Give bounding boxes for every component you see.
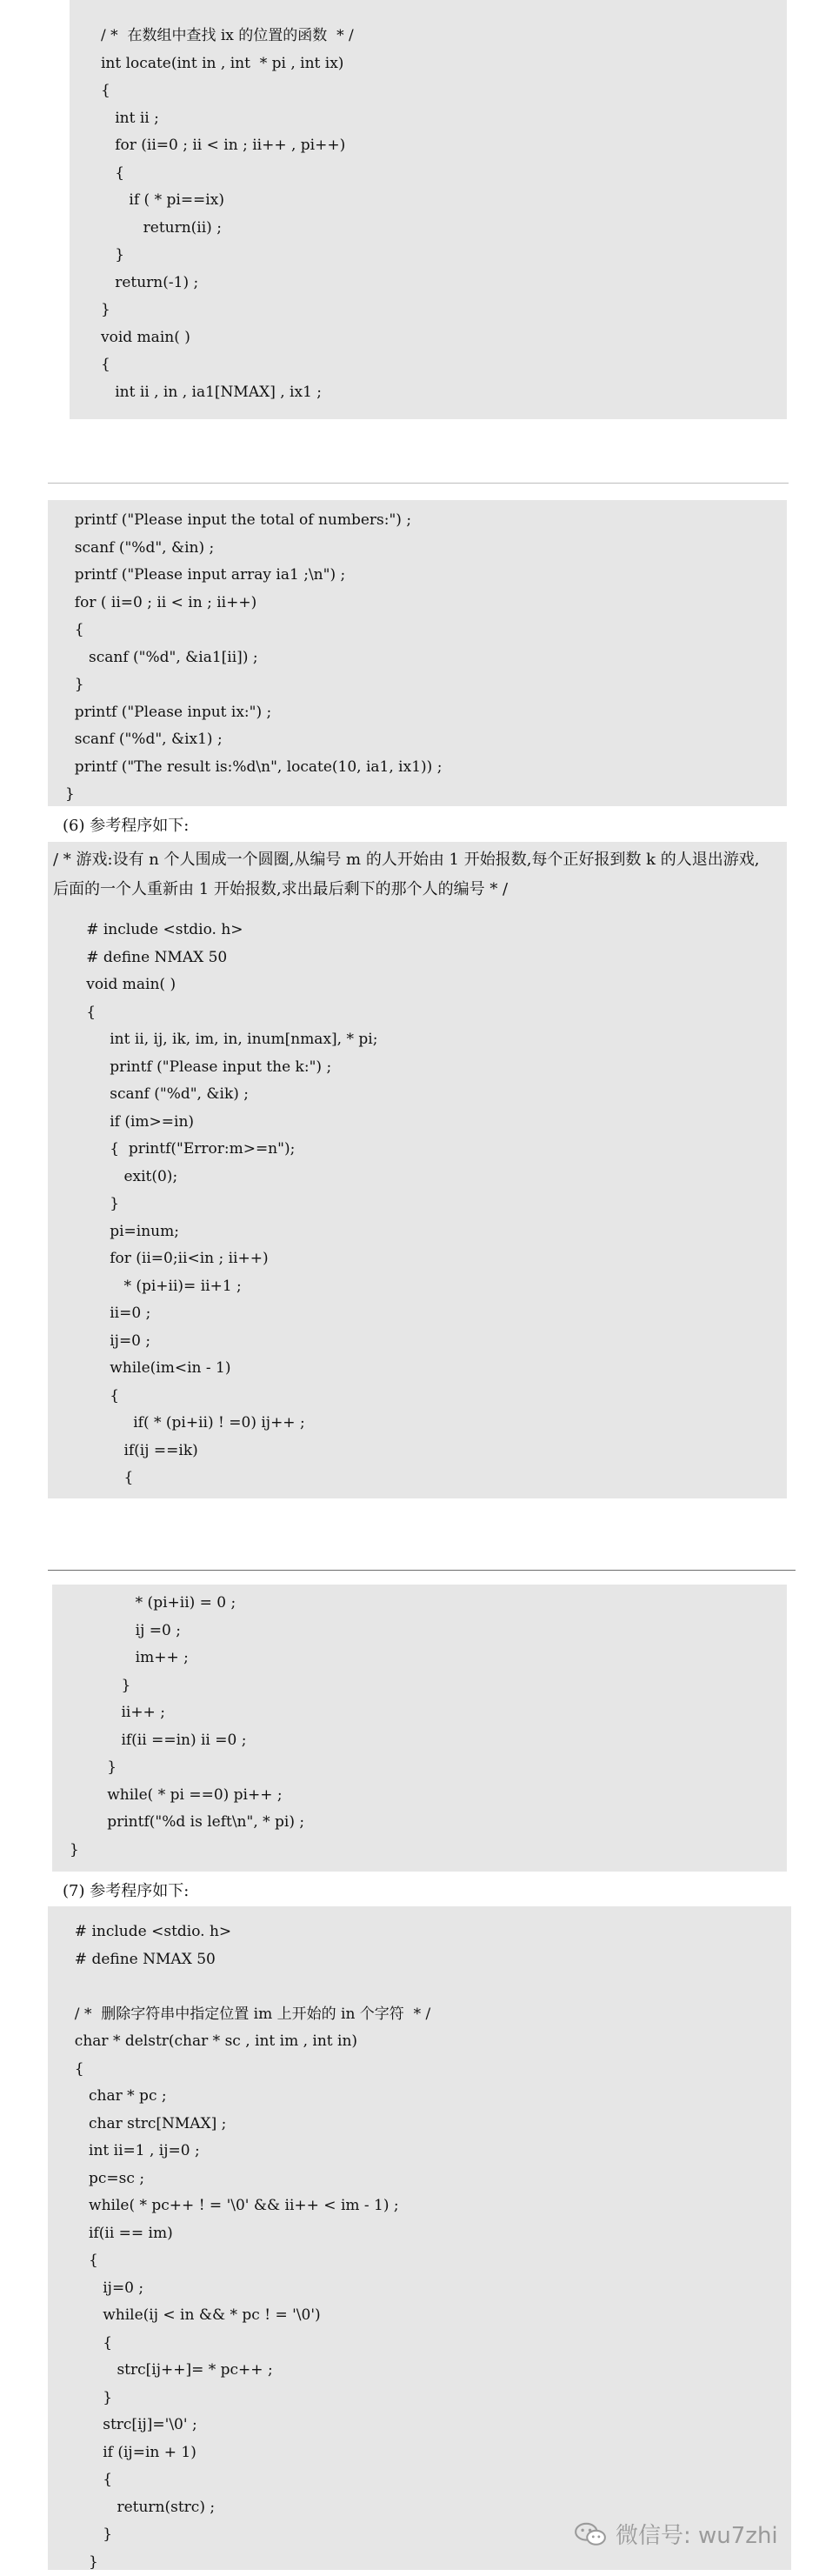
- code-line: { printf("Error:m>=n");: [72, 1136, 377, 1164]
- code-line: int ii=1 , ij=0 ;: [65, 2138, 430, 2166]
- code-line: }: [65, 2549, 430, 2576]
- code-line: char * delstr(char * sc , int im , int in): [65, 2028, 430, 2056]
- code-line: printf("%d is left\n", * pi) ;: [70, 1809, 304, 1837]
- code-line: if( * (pi+ii) ! =0) ij++ ;: [72, 1410, 377, 1438]
- code-line: scanf ("%d", &ix1) ;: [65, 726, 442, 754]
- code-line: }: [70, 1672, 304, 1700]
- code-block-locate: [101, 23, 354, 406]
- watermark: [574, 2518, 778, 2550]
- code-line: {: [65, 2330, 430, 2358]
- code-line: scanf ("%d", &ik) ;: [72, 1081, 377, 1109]
- code-line: }: [65, 671, 442, 699]
- code-line: for (ii=0;ii<in ; ii++): [72, 1245, 377, 1273]
- code-line: if(ii == im): [65, 2220, 430, 2248]
- code-line: void main( ): [101, 324, 354, 352]
- code-line: }: [70, 1754, 304, 1782]
- code-line: * (pi+ii) = 0 ;: [70, 1590, 304, 1618]
- code-block-game: [72, 917, 377, 1492]
- code-line: printf ("The result is:%d\n", locate(10, ia1, ix1)) ;: [65, 754, 442, 782]
- code-line: strc[ij]='\0' ;: [65, 2412, 430, 2439]
- code-line: scanf ("%d", &in) ;: [65, 535, 442, 563]
- code-line: return(strc) ;: [65, 2494, 430, 2522]
- code-line: ij =0 ;: [70, 1618, 304, 1645]
- code-line: pc=sc ;: [65, 2166, 430, 2193]
- code-line: {: [101, 351, 354, 379]
- code-line: if(ii ==in) ii =0 ;: [70, 1727, 304, 1755]
- code-line: {: [72, 1383, 377, 1411]
- code-line: }: [101, 242, 354, 270]
- code-line: if(ij ==ik): [72, 1438, 377, 1465]
- code-line: / * 在数组中查找 ix 的位置的函数 * /: [101, 23, 354, 50]
- code-line: }: [65, 2385, 430, 2412]
- code-line: ij=0 ;: [65, 2275, 430, 2303]
- code-line: {: [72, 1465, 377, 1492]
- code-line: {: [65, 2056, 430, 2084]
- code-line: }: [65, 781, 442, 809]
- code-panel-4: [52, 1585, 787, 1872]
- code-line: {: [65, 617, 442, 644]
- code-panel-5: [48, 1906, 791, 2570]
- code-line: * (pi+ii)= ii+1 ;: [72, 1273, 377, 1301]
- code-line: [65, 1973, 430, 2001]
- code-block-game-end: [70, 1590, 304, 1864]
- code-line: for ( ii=0 ; ii < in ; ii++): [65, 590, 442, 617]
- wechat-icon: [574, 2521, 607, 2547]
- code-panel-3: [48, 842, 787, 1498]
- code-line: if (im>=in): [72, 1109, 377, 1137]
- code-line: exit(0);: [72, 1164, 377, 1191]
- code-line: # define NMAX 50: [72, 944, 377, 972]
- code-line: void main( ): [72, 971, 377, 999]
- code-line: while(ij < in && * pc ! = '\0'): [65, 2302, 430, 2330]
- code-line: # include <stdio. h>: [72, 917, 377, 944]
- code-line: {: [101, 160, 354, 188]
- code-line: }: [72, 1191, 377, 1218]
- watermark-text: 微信号: wu7zhi: [616, 2518, 778, 2550]
- code-line: scanf ("%d", &ia1[ii]) ;: [65, 644, 442, 672]
- code-panel-1: [70, 0, 787, 419]
- code-line: pi=inum;: [72, 1218, 377, 1246]
- divider: [48, 1570, 796, 1571]
- code-line: char strc[NMAX] ;: [65, 2111, 430, 2139]
- code-line: printf ("Please input the total of numbers:") ;: [65, 507, 442, 535]
- code-line: {: [101, 77, 354, 105]
- code-block-delstr: [65, 1919, 430, 2576]
- code-line: {: [72, 999, 377, 1027]
- code-line: ii=0 ;: [72, 1300, 377, 1328]
- code-line: ij=0 ;: [72, 1328, 377, 1356]
- code-line: # include <stdio. h>: [65, 1919, 430, 1946]
- code-line: printf ("Please input ix:") ;: [65, 699, 442, 727]
- code-line: / * 删除字符串中指定位置 im 上开始的 in 个字符 * /: [65, 2001, 430, 2029]
- code-line: while( * pi ==0) pi++ ;: [70, 1782, 304, 1810]
- code-line: printf ("Please input array ia1 ;\n") ;: [65, 562, 442, 590]
- code-line: int locate(int in , int * pi , int ix): [101, 50, 354, 78]
- code-line: return(ii) ;: [101, 215, 354, 243]
- section-7-heading: (7) 参考程序如下:: [63, 1879, 189, 1901]
- code-line: printf ("Please input the k:") ;: [72, 1054, 377, 1082]
- code-line: return(-1) ;: [101, 270, 354, 297]
- section-6-heading: (6) 参考程序如下:: [63, 813, 189, 836]
- code-line: while(im<in - 1): [72, 1355, 377, 1383]
- code-line: int ii , in , ia1[NMAX] , ix1 ;: [101, 379, 354, 407]
- code-line: if (ij=in + 1): [65, 2439, 430, 2467]
- code-line: strc[ij++]= * pc++ ;: [65, 2357, 430, 2385]
- code-line: }: [70, 1837, 304, 1865]
- code-line: }: [101, 297, 354, 324]
- code-line: if ( * pi==ix): [101, 187, 354, 215]
- code-line: char * pc ;: [65, 2083, 430, 2111]
- code-line: # define NMAX 50: [65, 1946, 430, 1974]
- code-line: ii++ ;: [70, 1699, 304, 1727]
- code-panel-2: [48, 500, 787, 806]
- code-block-main: [65, 507, 442, 809]
- code-line: int ii, ij, ik, im, in, inum[nmax], * pi;: [72, 1026, 377, 1054]
- code-line: while( * pc++ ! = '\0' && ii++ < im - 1) ;: [65, 2192, 430, 2220]
- code-line: int ii ;: [101, 105, 354, 133]
- game-comment: / * 游戏:设有 n 个人围成一个圆圈,从编号 m 的人开始由 1 开始报数,每个正好报到数 k 的人退出游戏,后面的一个人重新由 1 开始报数,求出最后剩下的那个人的编号 * /: [53, 845, 775, 904]
- code-line: {: [65, 2466, 430, 2494]
- code-line: {: [65, 2247, 430, 2275]
- divider: [48, 483, 789, 484]
- code-line: im++ ;: [70, 1645, 304, 1672]
- code-line: for (ii=0 ; ii < in ; ii++ , pi++): [101, 132, 354, 160]
- code-line: }: [65, 2521, 430, 2549]
